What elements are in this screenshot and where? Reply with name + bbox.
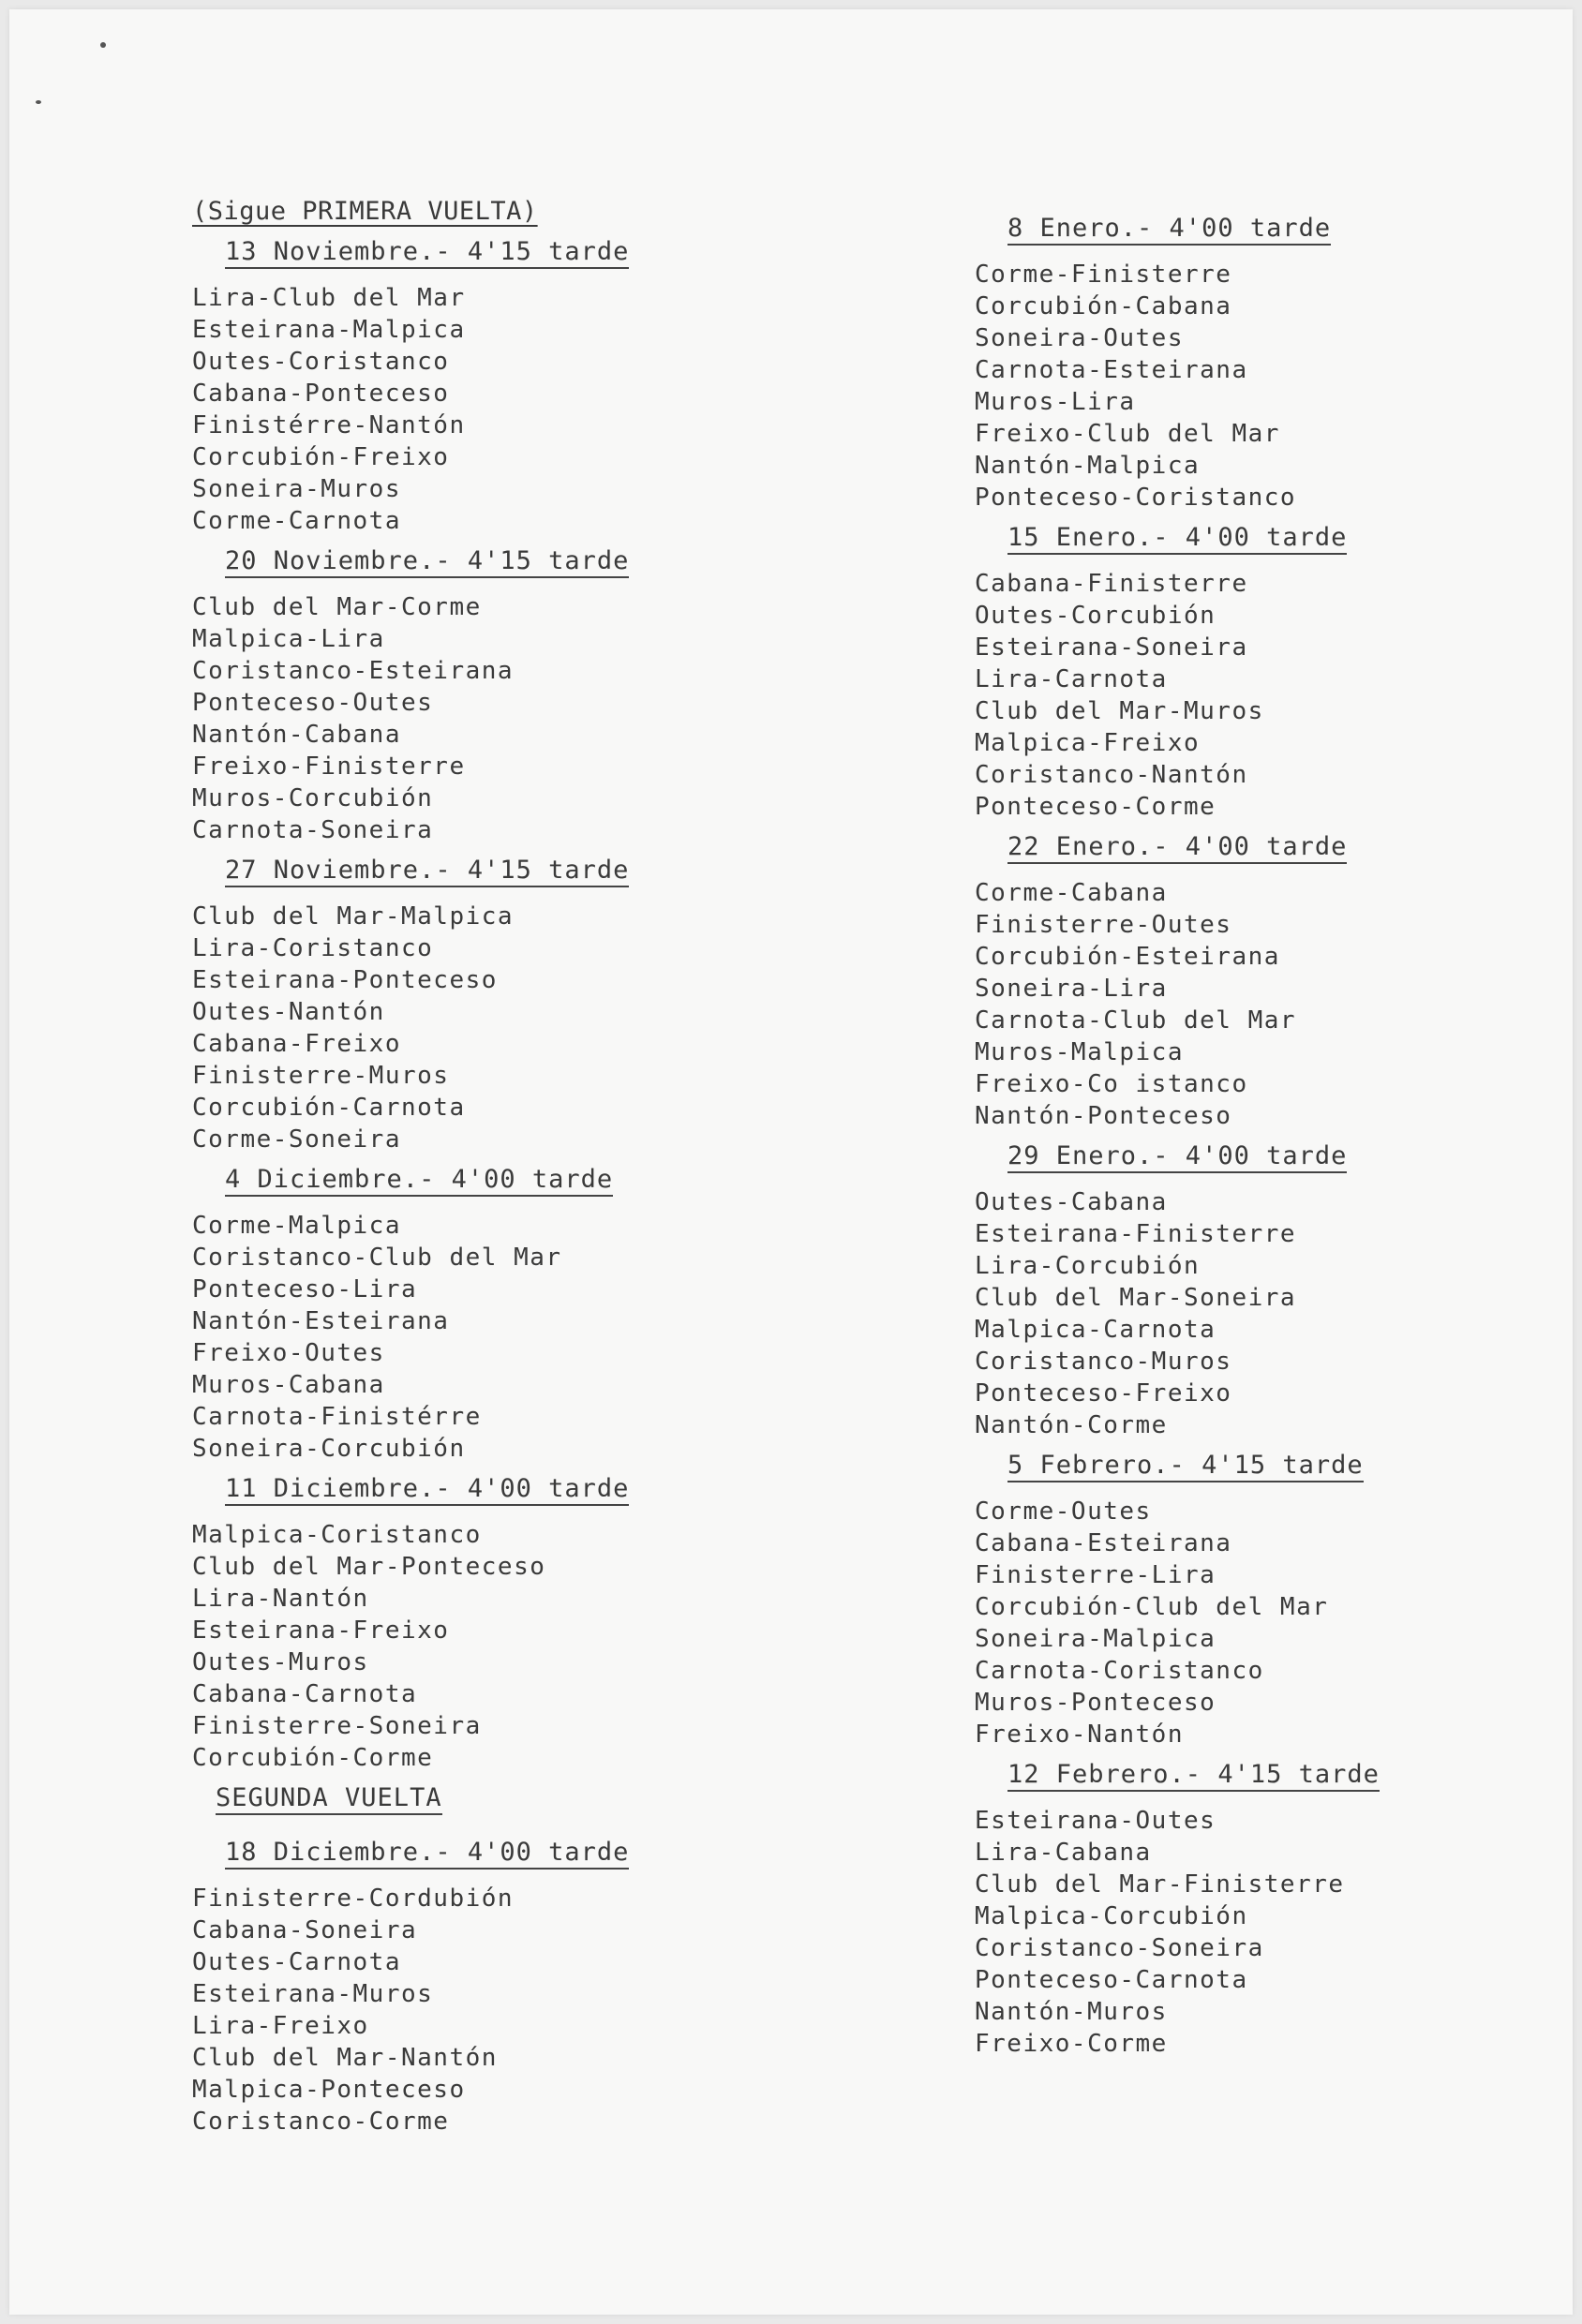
match-item: Corme-Finisterre bbox=[975, 261, 1232, 289]
schedule-round bbox=[975, 523, 1575, 823]
match-item: Cabana-Finisterre bbox=[975, 570, 1248, 598]
match-item: Lira-Carnota bbox=[975, 665, 1168, 693]
match-item: Lira-Corcubión bbox=[975, 1252, 1201, 1280]
match-item: Nantón-Esteirana bbox=[192, 1307, 450, 1335]
round-date-heading: 27 Noviembre.- 4'15 tarde bbox=[225, 856, 629, 887]
match-list bbox=[975, 259, 1575, 514]
match-item: Ponteceso-Corme bbox=[975, 793, 1216, 821]
match-item: Ponteceso-Outes bbox=[192, 689, 434, 717]
schedule-round bbox=[975, 1760, 1575, 2060]
match-item: Finistérre-Nantón bbox=[192, 411, 466, 439]
match-list bbox=[975, 1805, 1575, 2060]
match-item: Esteirana-Malpica bbox=[192, 316, 466, 344]
match-item: Outes-Carnota bbox=[192, 1948, 401, 1976]
match-item: Corme-Outes bbox=[975, 1497, 1152, 1526]
round-date-heading: 11 Diciembre.- 4'00 tarde bbox=[225, 1474, 629, 1506]
match-item: Malpica-Freixo bbox=[975, 729, 1201, 757]
match-item: Esteirana-Freixo bbox=[192, 1616, 450, 1645]
match-item: Freixo-Outes bbox=[192, 1339, 385, 1367]
match-list bbox=[192, 1519, 792, 1774]
match-item: Esteirana-Muros bbox=[192, 1980, 434, 2008]
match-item: Corcubión-Freixo bbox=[192, 443, 450, 471]
match-item: Outes-Muros bbox=[192, 1648, 369, 1676]
match-item: Finisterre-Cordubión bbox=[192, 1885, 515, 1913]
match-item: Corcubión-Esteirana bbox=[975, 943, 1280, 971]
match-item: Esteirana-Ponteceso bbox=[192, 966, 498, 994]
match-item: Freixo-Co istanco bbox=[975, 1070, 1248, 1098]
match-item: Soneira-Outes bbox=[975, 324, 1184, 352]
match-item: Cabana-Ponteceso bbox=[192, 380, 450, 408]
right-schedule bbox=[975, 214, 1575, 2060]
match-item: Nantón-Muros bbox=[975, 1998, 1168, 2026]
match-item: Malpica-Ponteceso bbox=[192, 2076, 466, 2104]
match-item: Freixo-Nantón bbox=[975, 1721, 1184, 1749]
match-item: Nantón-Ponteceso bbox=[975, 1102, 1232, 1130]
match-item: Ponteceso-Carnota bbox=[975, 1966, 1248, 1994]
match-item: Ponteceso-Lira bbox=[192, 1275, 418, 1304]
match-list bbox=[192, 1883, 792, 2138]
round-date-heading: 12 Febrero.- 4'15 tarde bbox=[1007, 1760, 1380, 1792]
match-item: Coristanco-Nantón bbox=[975, 761, 1248, 789]
match-item: Nantón-Malpica bbox=[975, 452, 1201, 480]
match-item: Lira-Club del Mar bbox=[192, 284, 466, 312]
match-item: Carnota-Coristanco bbox=[975, 1657, 1264, 1685]
match-item: Carnota-Finistérre bbox=[192, 1403, 482, 1431]
right-column bbox=[975, 214, 1575, 2069]
round-date-heading: 4 Diciembre.- 4'00 tarde bbox=[225, 1165, 613, 1197]
match-list bbox=[975, 1496, 1575, 1750]
match-item: Freixo-Finisterre bbox=[192, 752, 466, 781]
match-item: Corcubión-Cabana bbox=[975, 292, 1232, 320]
match-list bbox=[975, 1186, 1575, 1441]
match-item: Finisterre-Muros bbox=[192, 1062, 450, 1090]
match-item: Esteirana-Finisterre bbox=[975, 1220, 1297, 1248]
schedule-round bbox=[192, 1165, 792, 1465]
schedule-round bbox=[192, 237, 792, 537]
match-list bbox=[192, 282, 792, 537]
match-item: Outes-Cabana bbox=[975, 1188, 1168, 1216]
match-item: Muros-Ponteceso bbox=[975, 1689, 1216, 1717]
round-date-heading: 15 Enero.- 4'00 tarde bbox=[1007, 523, 1347, 555]
match-item: Malpica-Lira bbox=[192, 625, 385, 653]
match-item: Lira-Cabana bbox=[975, 1839, 1152, 1867]
round-date-heading: 20 Noviembre.- 4'15 tarde bbox=[225, 546, 629, 578]
phase-heading: SEGUNDA VUELTA bbox=[216, 1783, 442, 1815]
schedule-round bbox=[192, 546, 792, 846]
document-page bbox=[9, 9, 1573, 2315]
match-item: Corcubión-Club del Mar bbox=[975, 1593, 1329, 1621]
round-date-heading: 29 Enero.- 4'00 tarde bbox=[1007, 1141, 1347, 1173]
match-item: Freixo-Corme bbox=[975, 2030, 1168, 2058]
match-item: Muros-Cabana bbox=[192, 1371, 385, 1399]
match-item: Corme-Cabana bbox=[975, 879, 1168, 907]
schedule-round bbox=[975, 1141, 1575, 1441]
match-item: Club del Mar-Ponteceso bbox=[192, 1553, 546, 1581]
match-item: Cabana-Esteirana bbox=[975, 1529, 1232, 1557]
match-item: Coristanco-Soneira bbox=[975, 1934, 1264, 1962]
match-item: Corcubión-Corme bbox=[192, 1744, 434, 1772]
match-item: Corme-Malpica bbox=[192, 1212, 401, 1240]
match-item: Finisterre-Outes bbox=[975, 911, 1232, 939]
match-item: Ponteceso-Freixo bbox=[975, 1379, 1232, 1408]
match-item: Cabana-Freixo bbox=[192, 1030, 401, 1058]
match-item: Ponteceso-Coristanco bbox=[975, 484, 1297, 512]
match-item: Club del Mar-Nantón bbox=[192, 2044, 498, 2072]
match-item: Finisterre-Lira bbox=[975, 1561, 1216, 1589]
ink-speck bbox=[100, 42, 106, 48]
match-item: Muros-Corcubión bbox=[192, 784, 434, 812]
schedule-round bbox=[192, 1783, 792, 1828]
left-column bbox=[192, 197, 792, 2147]
match-item: Coristanco-Muros bbox=[975, 1348, 1232, 1376]
match-item: Lira-Nantón bbox=[192, 1585, 369, 1613]
match-item: Nantón-Cabana bbox=[192, 721, 401, 749]
match-item: Malpica-Corcubión bbox=[975, 1902, 1248, 1930]
match-item: Soneira-Malpica bbox=[975, 1625, 1216, 1653]
match-item: Soneira-Corcubión bbox=[192, 1435, 466, 1463]
match-item: Finisterre-Soneira bbox=[192, 1712, 482, 1740]
match-item: Carnota-Esteirana bbox=[975, 356, 1248, 384]
match-list bbox=[975, 568, 1575, 823]
match-item: Lira-Freixo bbox=[192, 2012, 369, 2040]
schedule-round bbox=[192, 1838, 792, 2138]
match-item: Club del Mar-Corme bbox=[192, 593, 482, 621]
match-item: Esteirana-Outes bbox=[975, 1807, 1216, 1835]
schedule-round bbox=[975, 1451, 1575, 1750]
match-item: Outes-Coristanco bbox=[192, 348, 450, 376]
match-item: Cabana-Carnota bbox=[192, 1680, 418, 1708]
match-item: Outes-Corcubión bbox=[975, 602, 1216, 630]
round-date-heading: 22 Enero.- 4'00 tarde bbox=[1007, 832, 1347, 864]
match-item: Outes-Nantón bbox=[192, 998, 385, 1026]
match-item: Nantón-Corme bbox=[975, 1411, 1168, 1439]
match-item: Club del Mar-Muros bbox=[975, 697, 1264, 725]
match-list bbox=[192, 1210, 792, 1465]
match-item: Soneira-Muros bbox=[192, 475, 401, 503]
match-item: Malpica-Carnota bbox=[975, 1316, 1216, 1344]
match-list bbox=[975, 877, 1575, 1132]
match-item: Carnota-Soneira bbox=[192, 816, 434, 844]
schedule-round bbox=[975, 214, 1575, 514]
match-item: Corme-Carnota bbox=[192, 507, 401, 535]
match-item: Club del Mar-Malpica bbox=[192, 902, 515, 931]
match-item: Freixo-Club del Mar bbox=[975, 420, 1280, 448]
round-date-heading: 18 Diciembre.- 4'00 tarde bbox=[225, 1838, 629, 1870]
match-item: Club del Mar-Soneira bbox=[975, 1284, 1297, 1312]
round-date-heading: 5 Febrero.- 4'15 tarde bbox=[1007, 1451, 1364, 1482]
match-item: Coristanco-Club del Mar bbox=[192, 1244, 562, 1272]
match-item: Lira-Coristanco bbox=[192, 934, 434, 962]
match-item: Cabana-Soneira bbox=[192, 1916, 418, 1944]
match-item: Esteirana-Soneira bbox=[975, 633, 1248, 662]
round-date-heading: 13 Noviembre.- 4'15 tarde bbox=[225, 237, 629, 269]
match-list bbox=[192, 901, 792, 1155]
schedule-round bbox=[975, 832, 1575, 1132]
match-item: Corme-Soneira bbox=[192, 1125, 401, 1154]
match-item: Malpica-Coristanco bbox=[192, 1521, 482, 1549]
schedule-round bbox=[192, 856, 792, 1155]
match-list bbox=[192, 591, 792, 846]
match-item: Club del Mar-Finisterre bbox=[975, 1870, 1345, 1899]
match-item: Muros-Malpica bbox=[975, 1038, 1184, 1066]
section-continuation-title: (Sigue PRIMERA VUELTA) bbox=[192, 197, 538, 226]
round-date-heading: 8 Enero.- 4'00 tarde bbox=[1007, 214, 1331, 246]
ink-speck bbox=[36, 100, 41, 104]
match-item: Coristanco-Corme bbox=[192, 2108, 450, 2136]
schedule-round bbox=[192, 1474, 792, 1774]
match-item: Coristanco-Esteirana bbox=[192, 657, 515, 685]
match-item: Corcubión-Carnota bbox=[192, 1094, 466, 1122]
left-schedule bbox=[192, 237, 792, 2138]
match-item: Muros-Lira bbox=[975, 388, 1136, 416]
match-item: Soneira-Lira bbox=[975, 975, 1168, 1003]
match-item: Carnota-Club del Mar bbox=[975, 1006, 1297, 1035]
